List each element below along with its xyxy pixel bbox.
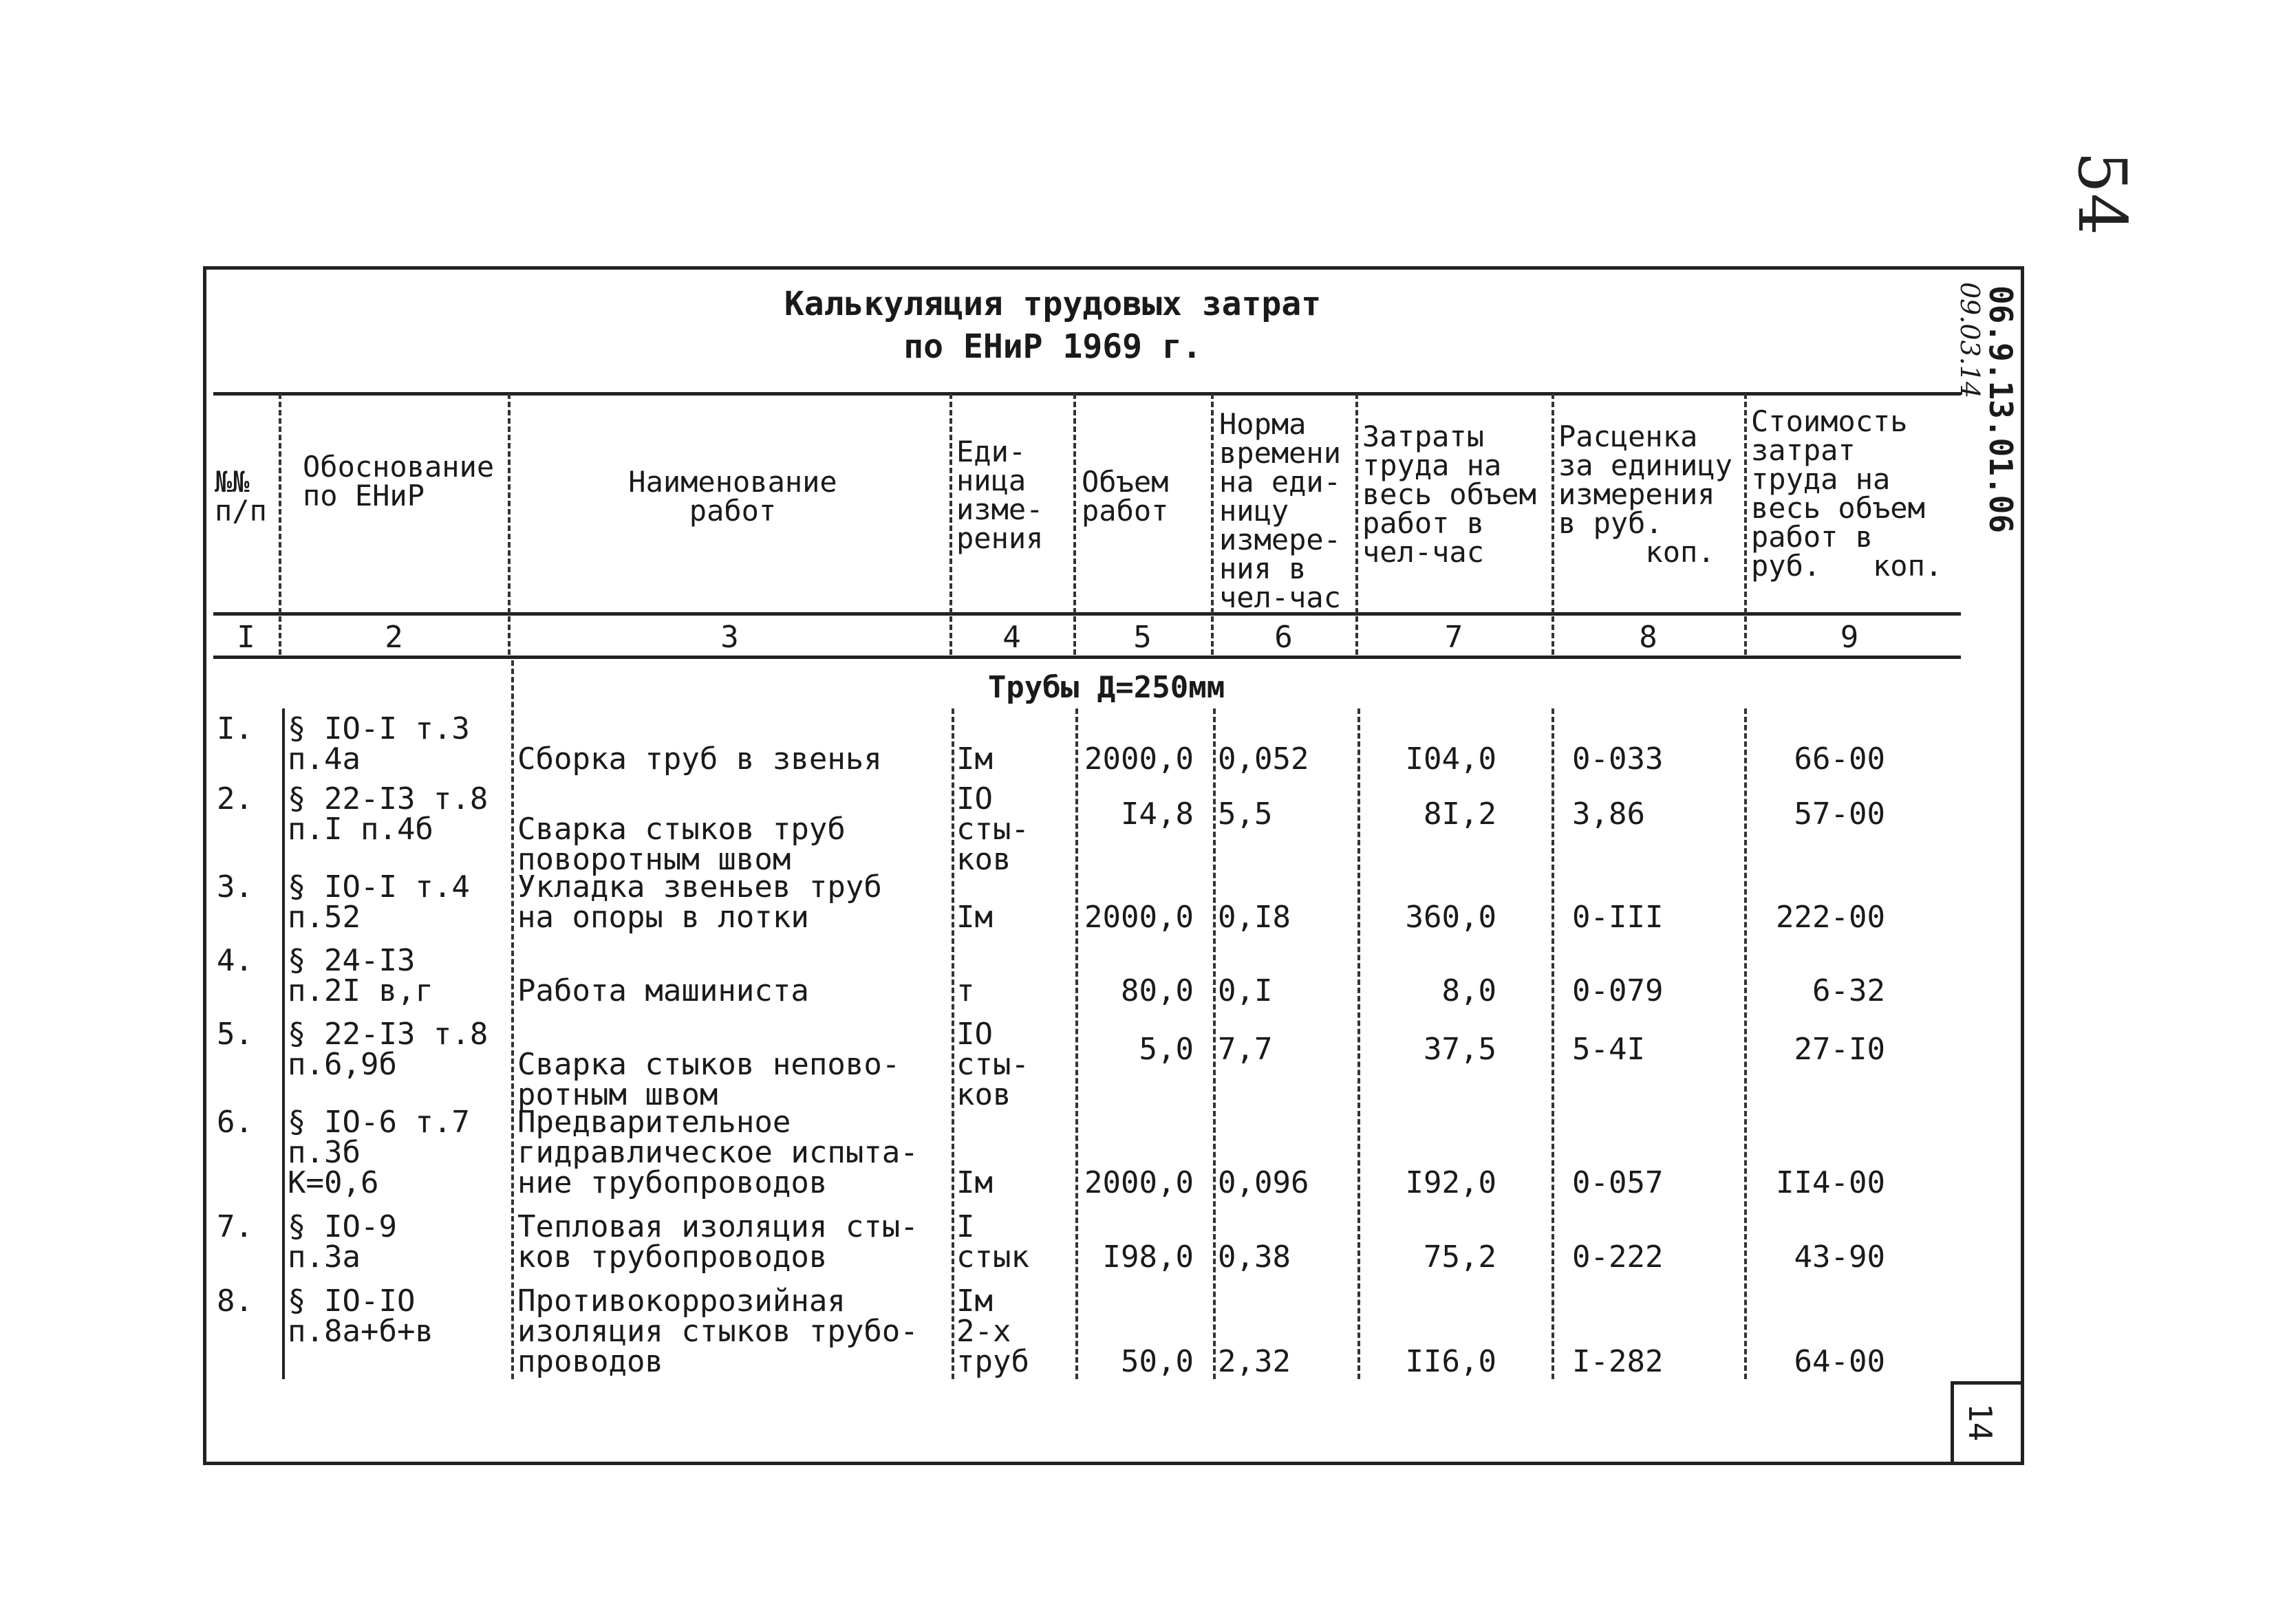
cell-name: Сварка стыков труб поворотным швом <box>517 812 846 877</box>
cell-labor: 360,0 <box>1405 900 1496 935</box>
cell-num: 2. <box>217 781 253 816</box>
cell-rate: 3,86 <box>1572 797 1645 832</box>
column-number-line <box>213 656 1961 659</box>
header-cost: Стоимость затрат труда на весь объем работ в руб. коп. <box>1751 404 1943 583</box>
cell-norm: 0,38 <box>1218 1239 1291 1275</box>
cell-name: Сварка стыков непово- ротным швом <box>517 1047 901 1112</box>
cell-norm: 0,I <box>1218 973 1273 1008</box>
cell-unit: Iм 2-х труб <box>956 1284 1029 1379</box>
cell-name: Укладка звеньев труб на опоры в лотки <box>517 869 882 935</box>
col-number: 3 <box>720 620 739 655</box>
cell-labor: 8I,2 <box>1424 797 1496 832</box>
cell-volume: I98,0 <box>1102 1239 1194 1275</box>
cell-unit: т <box>956 973 975 1008</box>
col-sep <box>949 393 952 655</box>
cell-volume: 50,0 <box>1121 1344 1194 1379</box>
cell-num: 4. <box>217 943 253 978</box>
cell-labor: 75,2 <box>1424 1239 1496 1275</box>
cell-rate: 0-222 <box>1572 1239 1664 1275</box>
cell-num: 8. <box>217 1284 253 1319</box>
cell-cost: 222-00 <box>1776 900 1885 935</box>
cell-labor: I92,0 <box>1405 1165 1496 1200</box>
cell-name: Работа машиниста <box>517 973 809 1008</box>
cell-norm: 0,I8 <box>1218 900 1291 935</box>
col-sep <box>1073 393 1076 655</box>
cell-volume: 2000,0 <box>1084 741 1194 777</box>
cell-basis: § 24-I3 п.2I в,г <box>288 943 433 1008</box>
cell-num: 7. <box>217 1209 253 1244</box>
header-num: №№ п/п <box>215 465 267 528</box>
cell-name: Сборка труб в звенья <box>517 741 882 777</box>
cell-cost: 43-90 <box>1794 1239 1885 1275</box>
cell-num: 6. <box>217 1105 253 1140</box>
cell-cost: 66-00 <box>1794 741 1885 777</box>
cell-basis: § 22-I3 т.8 п.6,9б <box>288 1017 489 1082</box>
cell-volume: 5,0 <box>1139 1032 1194 1067</box>
cell-labor: I04,0 <box>1405 741 1496 777</box>
cell-num: I. <box>217 711 253 746</box>
col-sep <box>1744 708 1747 1379</box>
cell-volume: I4,8 <box>1121 797 1194 832</box>
cell-cost: 57-00 <box>1794 797 1885 832</box>
cell-volume: 2000,0 <box>1084 1165 1194 1200</box>
cell-norm: 0,096 <box>1218 1165 1309 1200</box>
col-number: 5 <box>1133 620 1152 655</box>
cell-volume: 80,0 <box>1121 973 1194 1008</box>
cell-num: 5. <box>217 1017 253 1052</box>
cell-rate: 5-4I <box>1572 1032 1645 1067</box>
cell-cost: 6-32 <box>1812 973 1885 1008</box>
cell-rate: 0-III <box>1572 900 1664 935</box>
header-name: Наименование работ <box>628 465 837 528</box>
col-sep <box>508 393 511 655</box>
document-title-line2: по ЕНиР 1969 г. <box>903 327 1202 366</box>
col-sep <box>1355 393 1358 655</box>
header-labor: Затраты труда на весь объем работ в чел-час <box>1362 420 1536 569</box>
header-rate: Расценка за единицу измерения в руб. коп. <box>1558 420 1732 569</box>
cell-unit: I стык <box>956 1209 1029 1275</box>
cell-labor: 37,5 <box>1424 1032 1496 1067</box>
cell-cost: 27-I0 <box>1794 1032 1885 1067</box>
col-sep <box>282 708 285 1379</box>
document-code-handwritten: 09.03.14 <box>1955 282 1985 399</box>
cell-norm: 2,32 <box>1218 1344 1291 1379</box>
section-title: Трубы Д=250мм <box>987 670 1225 705</box>
cell-name: Противокоррозийная изоляция стыков трубо- проводов <box>517 1284 919 1379</box>
cell-rate: I-282 <box>1572 1344 1664 1379</box>
cell-num: 3. <box>217 869 253 905</box>
sheet-number: 14 <box>1962 1403 1999 1442</box>
cell-unit: Iм <box>956 1165 993 1200</box>
col-sep <box>1213 708 1216 1379</box>
cell-basis: § IO-IO п.8а+б+в <box>288 1284 433 1349</box>
header-basis: Обоснование по ЕНиР <box>303 450 495 512</box>
document-code: 06.9.13.01.06 <box>1982 285 2019 534</box>
col-number: 2 <box>385 620 403 655</box>
cell-norm: 5,5 <box>1218 797 1273 832</box>
col-sep <box>1211 393 1214 655</box>
header-norm: Норма времени на еди- ницу измере- ния в чел-час <box>1219 407 1342 614</box>
cell-basis: § IO-I т.4 п.52 <box>288 869 470 935</box>
header-top-line <box>213 392 1961 396</box>
col-number: 8 <box>1639 620 1657 655</box>
col-sep <box>952 708 954 1379</box>
cell-name: Предварительное гидравлическое испыта- ние трубопроводов <box>517 1105 919 1200</box>
handwritten-page-number: 54 <box>2063 151 2140 236</box>
cell-labor: II6,0 <box>1405 1344 1496 1379</box>
cell-unit: Iм <box>956 741 993 777</box>
cell-cost: II4-00 <box>1776 1165 1885 1200</box>
cell-name: Тепловая изоляция сты- ков трубопроводов <box>517 1209 919 1275</box>
header-volume: Объем работ <box>1082 465 1169 528</box>
col-sep <box>511 660 514 1379</box>
col-number: 4 <box>1002 620 1021 655</box>
cell-volume: 2000,0 <box>1084 900 1194 935</box>
col-number: I <box>237 620 255 655</box>
cell-basis: § IO-9 п.3а <box>288 1209 397 1275</box>
cell-unit: IO сты- ков <box>956 1017 1029 1112</box>
cell-cost: 64-00 <box>1794 1344 1885 1379</box>
col-sep <box>1552 393 1554 655</box>
cell-norm: 7,7 <box>1218 1032 1273 1067</box>
col-sep <box>1552 708 1554 1379</box>
cell-basis: § IO-I т.3 п.4а <box>288 711 470 777</box>
document-title-line1: Калькуляция трудовых затрат <box>784 285 1322 323</box>
cell-norm: 0,052 <box>1218 741 1309 777</box>
cell-unit: Iм <box>956 900 993 935</box>
cell-rate: 0-079 <box>1572 973 1664 1008</box>
cell-rate: 0-033 <box>1572 741 1664 777</box>
cell-basis: § IO-6 т.7 п.3б К=0,6 <box>288 1105 470 1200</box>
col-sep <box>279 393 281 655</box>
cell-basis: § 22-I3 т.8 п.I п.4б <box>288 781 489 847</box>
col-number: 7 <box>1444 620 1463 655</box>
header-bottom-line <box>213 612 1961 616</box>
cell-labor: 8,0 <box>1441 973 1496 1008</box>
col-number: 9 <box>1840 620 1859 655</box>
header-unit: Еди- ница изме- рения <box>956 435 1044 555</box>
col-sep <box>1744 393 1747 655</box>
cell-rate: 0-057 <box>1572 1165 1664 1200</box>
cell-unit: IO сты- ков <box>956 781 1029 877</box>
col-number: 6 <box>1274 620 1293 655</box>
